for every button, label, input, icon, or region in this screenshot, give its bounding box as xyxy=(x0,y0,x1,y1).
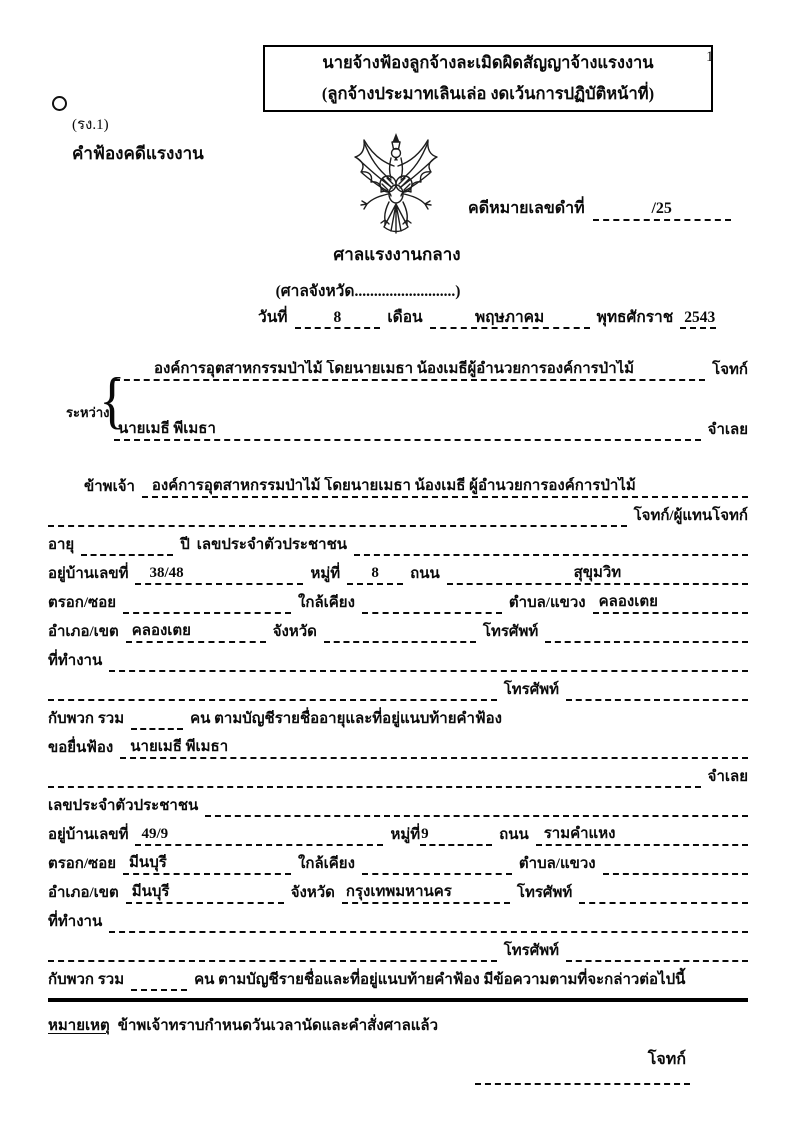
plaintiff-declaration-field[interactable]: องค์การอุตสาหกรรมป่าไม้ โดยนายเมธา น้องเมธี ผู้อำนวยการองค์การป่าไม้ xyxy=(142,477,748,498)
case-type-line2: (ลูกจ้างประมาทเลินเล่อ งดเว้นการปฏิบัติหน้าที่) xyxy=(321,84,655,103)
workplace-cont-field[interactable] xyxy=(48,699,497,701)
moo-label: หมู่ที่ xyxy=(310,566,341,582)
defendant-nearby-field[interactable] xyxy=(362,873,512,875)
house-no-label: อยู่บ้านเลขที่ xyxy=(48,566,129,582)
defendant-province-field[interactable]: กรุงเทพมหานคร xyxy=(342,883,510,904)
date-day-field[interactable]: 8 xyxy=(295,308,381,329)
date-era-label: พุทธศักราช xyxy=(596,309,674,326)
road-label: ถนน xyxy=(410,566,440,582)
sue-defendant-field[interactable]: นายเมธี พี่เมธา xyxy=(120,738,748,759)
garuda-emblem-icon xyxy=(336,131,456,237)
defendant-soi-field[interactable]: มีนบุรี xyxy=(123,854,291,875)
defendant-soi-row xyxy=(48,846,748,875)
plaintiff-declaration-row xyxy=(48,469,748,498)
case-number-label: คดีหมายเลขดำที่ xyxy=(468,200,585,217)
defendant-role-label: จำเลย xyxy=(707,422,748,438)
plaintiff-representative-label: โจทก์/ผู้แทนโจทก์ xyxy=(633,508,748,524)
house-no-field[interactable]: 38/48 xyxy=(135,564,303,585)
defendant-district-label: อำเภอ/เขต xyxy=(48,885,119,901)
date-day-label: วันที่ xyxy=(258,309,288,326)
workplace-phone-field[interactable] xyxy=(566,699,748,701)
defendant-moo-label: หมู่ที่ xyxy=(390,827,421,843)
document-type-title: คำฟ้องคดีแรงงาน xyxy=(72,144,204,163)
road-field[interactable]: สุขุมวิท xyxy=(447,564,748,585)
plaintiff-age-id-row xyxy=(48,527,748,556)
between-label: ระหว่าง xyxy=(66,405,110,420)
plaintiff-group-row xyxy=(48,701,748,730)
date-month-label: เดือน xyxy=(387,309,423,326)
defendant-party-row xyxy=(48,412,748,441)
defendant-citizen-id-label: เลขประจำตัวประชาชน xyxy=(48,798,199,814)
defendant-group-row xyxy=(48,962,748,991)
provincial-court-line: (ศาลจังหวัด..........................) xyxy=(275,283,461,300)
phone-field[interactable] xyxy=(545,641,748,643)
case-type-line1: นายจ้างฟ้องลูกจ้างละเมิดผิดสัญญาจ้างแรงงาน xyxy=(322,53,654,72)
date-month-field[interactable]: พฤษภาคม xyxy=(430,308,590,329)
i-am-label: ข้าพเจ้า xyxy=(84,479,135,495)
footer-divider xyxy=(48,998,748,1002)
soi-field[interactable] xyxy=(123,612,291,614)
defendant-citizen-id-field[interactable] xyxy=(205,815,748,817)
plaintiff-role-line-row xyxy=(48,498,748,527)
plaintiff-signature-field[interactable] xyxy=(475,1083,690,1085)
defendant-road-field[interactable]: รามคำแหง xyxy=(536,825,748,846)
note-row xyxy=(48,1011,748,1037)
defendant-address-row xyxy=(48,817,748,846)
defendant-road-label: ถนน xyxy=(499,827,529,843)
defendant-moo-field[interactable]: 9 xyxy=(420,825,492,846)
district-label: อำเภอ/เขต xyxy=(48,624,119,640)
defendant-nearby-label: ใกล้เคียง xyxy=(298,856,355,872)
defendant-phone-field[interactable] xyxy=(579,902,748,904)
sue-label: ขอยื่นฟ้อง xyxy=(48,740,114,756)
date-line xyxy=(258,304,716,329)
defendant-district-field[interactable]: มีนบุรี xyxy=(126,883,284,904)
defendant-workphone-row xyxy=(48,933,748,962)
note-text: ข้าพเจ้าทราบกำหนดวันเวลานัดและคำสั่งศาลแล้ว xyxy=(117,1017,439,1034)
age-field[interactable] xyxy=(81,554,173,556)
defendant-role-line-row xyxy=(48,759,748,788)
plaintiff-soi-row xyxy=(48,585,748,614)
group-suffix-label: คน ตามบัญชีรายชื่ออายุและที่อยู่แนบท้ายคำฟ้อง xyxy=(190,711,502,727)
defendant-role-line-label: จำเลย xyxy=(707,769,748,785)
plaintiff-role-label: โจทก์ xyxy=(712,362,748,378)
subdistrict-label: ตำบล/แขวง xyxy=(508,595,586,611)
page-number: 1 xyxy=(706,49,714,65)
defendant-district-row xyxy=(48,875,748,904)
soi-label: ตรอก/ซอย xyxy=(48,595,117,611)
district-field[interactable]: คลองเตย xyxy=(126,622,266,643)
case-type-title-box xyxy=(263,45,713,112)
plaintiff-address-row xyxy=(48,556,748,585)
defendant-province-label: จังหวัด xyxy=(290,885,335,901)
plaintiff-workphone-row xyxy=(48,672,748,701)
nearby-label: ใกล้เคียง xyxy=(298,595,355,611)
nearby-field[interactable] xyxy=(362,612,502,614)
defendant-id-row xyxy=(48,788,748,817)
plaintiff-declaration-cont-field[interactable] xyxy=(48,525,627,527)
signature-role-label: โจทก์ xyxy=(647,1050,686,1068)
province-field[interactable] xyxy=(324,641,476,643)
date-year-field[interactable]: 2543 xyxy=(680,308,716,329)
citizen-id-field[interactable] xyxy=(354,554,748,556)
defendant-workplace-field[interactable] xyxy=(109,931,748,933)
subdistrict-field[interactable]: คลองเตย xyxy=(593,593,748,614)
plaintiff-name-field[interactable]: องค์การอุตสาหกรรมป่าไม้ โดยนายเมธา น้องเมธีผู้อำนวยการองค์การป่าไม้ xyxy=(114,360,705,381)
moo-field[interactable]: 8 xyxy=(347,564,403,585)
defendant-workplace-label: ที่ทำงาน xyxy=(48,914,103,930)
defendant-phone-label: โทรศัพท์ xyxy=(516,885,573,901)
workplace-field[interactable] xyxy=(109,670,748,672)
plaintiff-party-row xyxy=(48,352,748,381)
court-name: ศาลแรงงานกลาง xyxy=(333,245,461,264)
plaintiff-district-row xyxy=(48,614,748,643)
age-label: อายุ xyxy=(48,537,75,553)
group-label: กับพวก รวม xyxy=(48,711,125,727)
note-label: หมายเหตุ xyxy=(48,1017,110,1034)
defendant-workplace-row xyxy=(48,904,748,933)
phone-label: โทรศัพท์ xyxy=(482,624,539,640)
sue-defendant-cont-field[interactable] xyxy=(48,786,701,788)
defendant-house-no-label: อยู่บ้านเลขที่ xyxy=(48,827,129,843)
citizen-id-label: เลขประจำตัวประชาชน xyxy=(196,537,348,553)
group-count-field[interactable] xyxy=(131,728,183,730)
form-code: (รง.1) xyxy=(72,117,109,133)
defendant-workplace-phone-label: โทรศัพท์ xyxy=(503,943,559,959)
plaintiff-workplace-row xyxy=(48,643,748,672)
workplace-phone-label: โทรศัพท์ xyxy=(503,682,559,698)
defendant-subdistrict-label: ตำบล/แขวง xyxy=(518,856,596,872)
workplace-label: ที่ทำงาน xyxy=(48,653,103,669)
defendant-group-count-field[interactable] xyxy=(131,989,187,991)
case-number-field[interactable]: /25 xyxy=(593,199,731,221)
province-label: จังหวัด xyxy=(272,624,317,640)
sue-row xyxy=(48,730,748,759)
defendant-house-no-field[interactable]: 49/9 xyxy=(135,825,383,846)
defendant-group-suffix-label: คน ตามบัญชีรายชื่อและที่อยู่แนบท้ายคำฟ้อง มีข้อความตามที่จะกล่าวต่อไปนี้ xyxy=(194,972,686,988)
years-label: ปี xyxy=(180,537,190,553)
defendant-workplace-cont-field[interactable] xyxy=(48,960,497,962)
defendant-group-label: กับพวก รวม xyxy=(48,972,125,988)
between-brace: { xyxy=(99,364,126,435)
defendant-soi-label: ตรอก/ซอย xyxy=(48,856,117,872)
defendant-name-field[interactable]: นายเมธี พี่เมธา xyxy=(114,420,701,441)
punch-hole-mark xyxy=(52,96,67,111)
defendant-workplace-phone-field[interactable] xyxy=(566,960,748,962)
defendant-subdistrict-field[interactable] xyxy=(603,873,748,875)
